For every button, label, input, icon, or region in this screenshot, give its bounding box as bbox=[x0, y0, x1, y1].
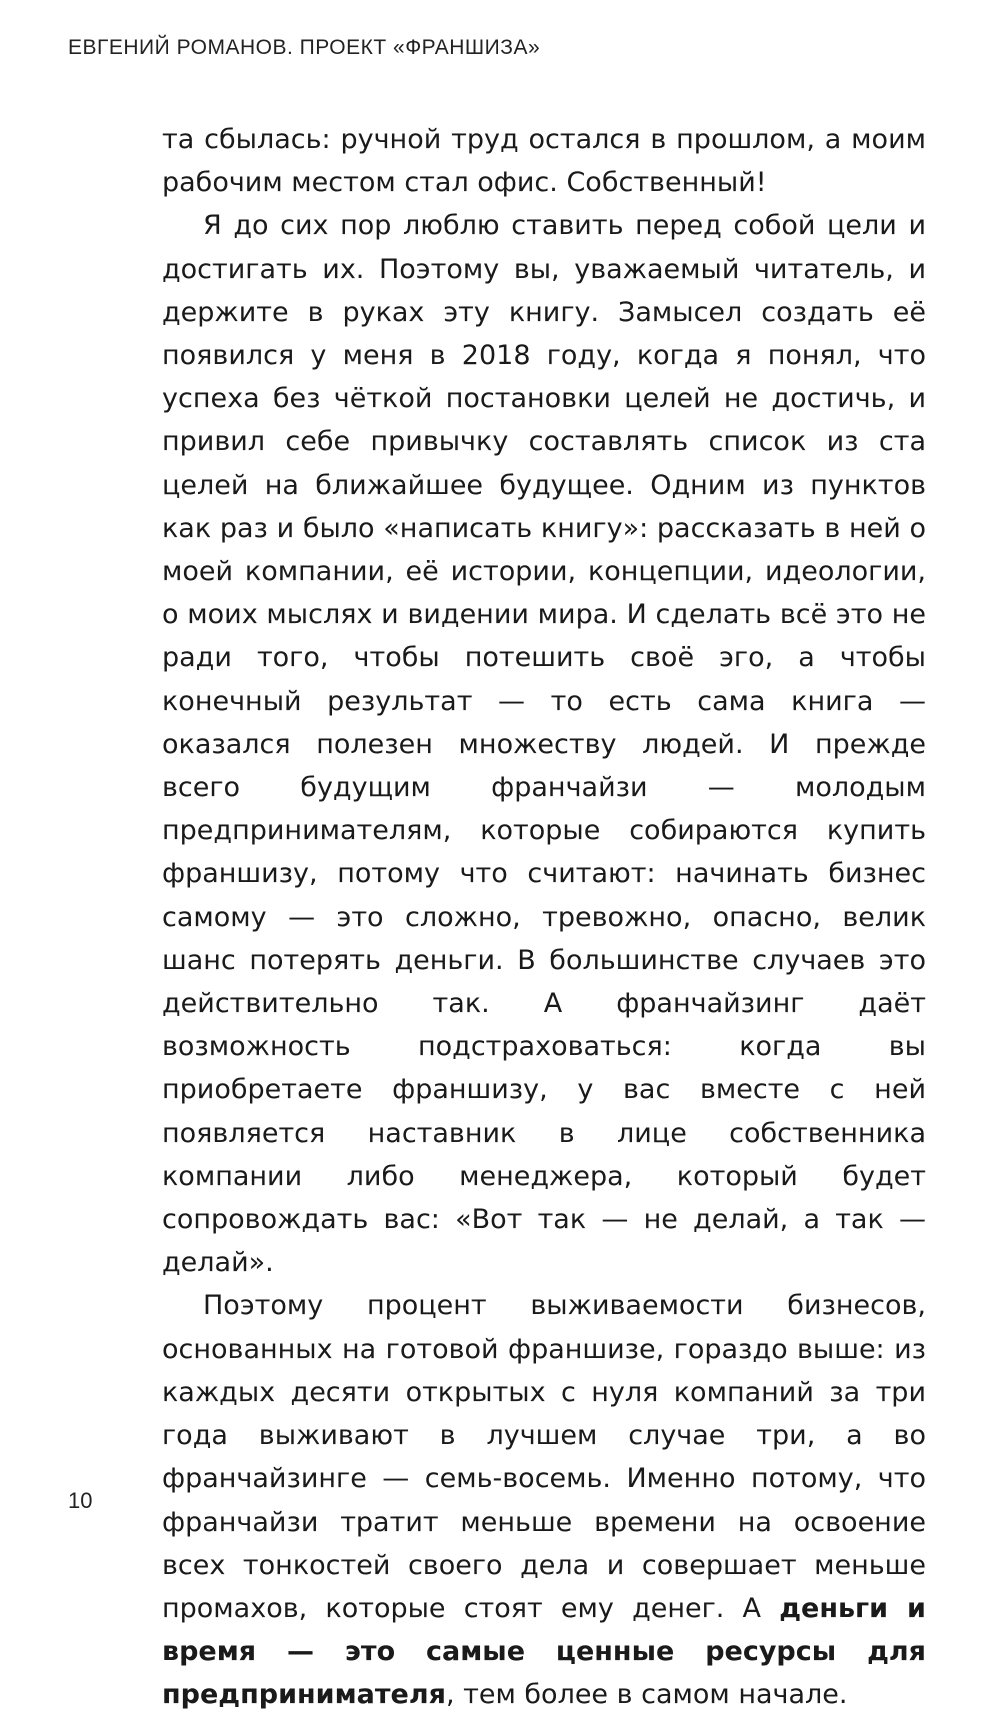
body-text bbox=[162, 118, 926, 1717]
paragraph-continuation: та сбылась: ручной труд остался в прошлом, а моим рабочим местом стал офис. Собственный! bbox=[162, 124, 926, 199]
paragraph-survival-text: Поэтому процент выживаемости бизнесов, основанных на готовой франшизе, гораздо выше: из каждых десяти открытых с нуля компаний за три года выживают в лучшем случае три, а во франчайзинге — семь-восемь. Именно потому, что франчайзи тратит меньше времени на освоение всех тонкостей своего дела и совершает меньше промахов, которые стоят ему денег. А bbox=[162, 1290, 926, 1624]
emphasis-resources: деньги и время — это самые ценные ресурсы для предпринимателя bbox=[162, 1592, 926, 1711]
running-header: ЕВГЕНИЙ РОМАНОВ. ПРОЕКТ «ФРАНШИЗА» bbox=[68, 36, 541, 59]
paragraph-survival-tail: , тем более в самом начале. bbox=[445, 1679, 848, 1711]
paragraph-goals: Я до сих пор люблю ставить перед собой цели и достигать их. Поэтому вы, уважаемый читатель, и держите в руках эту книгу. Замысел создать её появился у меня в 2018 году, когда я понял, что успеха без чёткой постановки целей не достичь, и привил себе привычку составлять список из ста целей на ближайшее будущее. Одним из пунктов как раз и было «написать книгу»: рассказать в ней о моей компании, её истории, концепции, идеологии, о моих мыслях и видении мира. И сделать всё это не ради того, чтобы потешить своё эго, а чтобы конечный результат — то есть сама книга — оказался полезен множеству людей. И прежде всего будущим франчайзи — молодым предпринимателям, которые собираются купить франшизу, потому что считают: начинать бизнес самому — это сложно, тревожно, опасно, велик шанс потерять деньги. В большинстве случаев это действительно так. А франчайзинг даёт возможность подстраховаться: когда вы приобретаете франшизу, у вас вместе с ней появляется наставник в лице собственника компании либо менеджера, который будет сопровождать вас: «Вот так — не делай, а так — делай». bbox=[162, 210, 926, 1279]
page-number: 10 bbox=[68, 1488, 93, 1513]
paragraph-survival bbox=[162, 1284, 926, 1716]
